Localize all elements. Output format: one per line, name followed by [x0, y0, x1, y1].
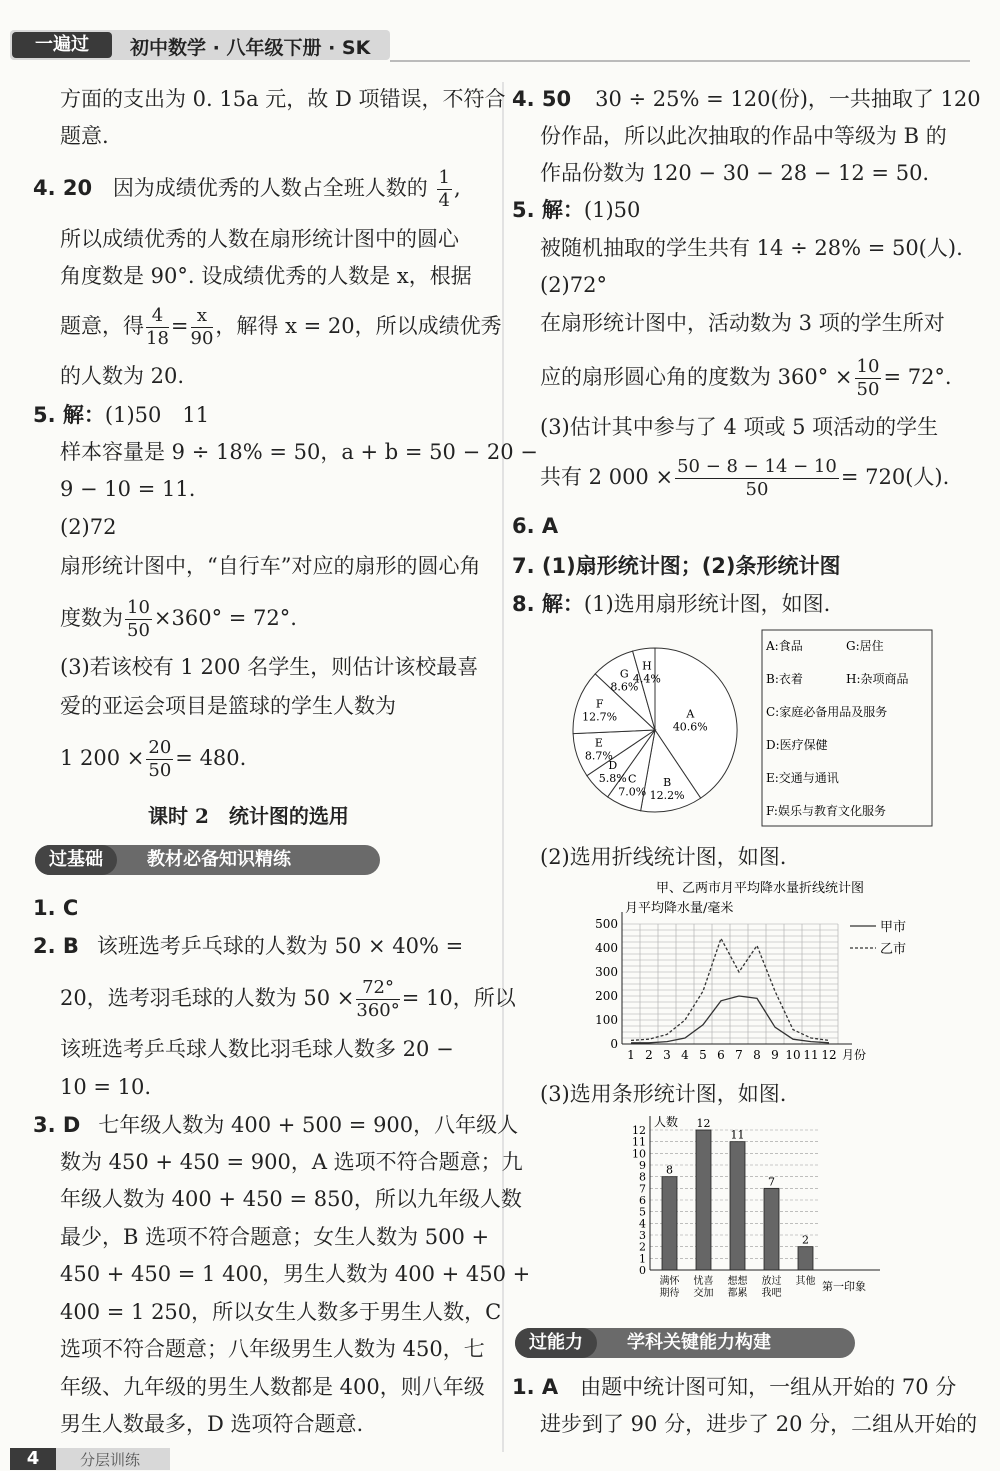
legend-item: H:杂项商品: [846, 672, 909, 686]
x-tick-label: 2: [645, 1048, 653, 1062]
bar: [798, 1247, 813, 1270]
answer-7: 7. (1)扇形统计图；(2)条形统计图: [512, 554, 841, 578]
x-axis-label: 月份: [842, 1048, 867, 1062]
legend-item: G:居住: [846, 639, 884, 653]
y-axis-label: 月平均降水量/毫米: [625, 901, 734, 916]
y-tick-label: 1: [639, 1252, 646, 1266]
text-line: 方面的支出为 0. 15a 元，故 D 项错误，不符合: [60, 87, 506, 111]
x-tick-label: 1: [627, 1048, 635, 1062]
origin-label: 0: [639, 1264, 646, 1277]
section-bar: [35, 845, 380, 875]
slice-value: 7.0%: [618, 785, 647, 799]
x-tick-label: 10: [785, 1048, 801, 1062]
fraction: $\frac{72^\circ}{360^\circ}$: [356, 977, 400, 1021]
chart-grid: [622, 924, 838, 1044]
text-line: 年级、九年级的男生人数都是 400，则八年级: [60, 1375, 485, 1399]
answer-5: 5. 解：(1)50: [512, 198, 641, 222]
text-line: 份作品，所以此次抽取的作品中等级为 B 的: [540, 124, 947, 148]
fraction: $\frac{4}{18}$: [146, 305, 169, 349]
category-label: 满怀: [659, 1276, 680, 1287]
column-divider: [502, 82, 504, 1452]
answer-2: 2. B 该班选考乒乓球的人数为 50 × 40% =: [33, 934, 464, 958]
book-title: 初中数学 · 八年级下册 · SK: [130, 37, 371, 59]
x-axis-label: 第一印象: [822, 1280, 866, 1293]
chart-title: 甲、乙两市月平均降水量折线统计图: [655, 881, 865, 896]
answer-5: 5. 解：(1)50 11: [33, 403, 210, 427]
fraction: $\frac{10}{50}$: [127, 597, 150, 641]
line-chart: [580, 876, 940, 1066]
x-tick-label: 6: [717, 1048, 725, 1062]
bar-value-label: 7: [768, 1175, 775, 1189]
y-tick-label: 200: [595, 989, 618, 1003]
fraction: $\frac{x}{90}$: [190, 305, 214, 349]
x-tick-label: 11: [803, 1048, 819, 1062]
category-label: 都累: [727, 1288, 748, 1299]
text-line: (2)72°: [540, 273, 607, 297]
slice-label: B: [663, 775, 672, 789]
text-line: 最少，B 选项不符合题意；女生人数为 500 +: [60, 1225, 490, 1249]
slice-label: A: [686, 707, 695, 721]
answer-4: 4. 20 因为成绩优秀的人数占全班人数的 $\frac{1}{4}$ ,: [33, 167, 461, 211]
y-tick-label: 9: [639, 1159, 646, 1172]
y-tick-label: 11: [632, 1135, 646, 1149]
legend-item: A:食品: [766, 639, 803, 653]
slice-label: E: [594, 736, 603, 750]
bar-value-label: 11: [730, 1128, 745, 1142]
text-line: 450 + 450 = 1 400，男生人数为 400 + 450 +: [60, 1262, 531, 1286]
text-line: 应的扇形圆心角的度数为 360° × $\frac{10}{50}$ = 72°.: [540, 356, 952, 400]
slice-label: C: [628, 772, 637, 786]
answer-1: 1. C: [33, 896, 79, 920]
bar-value-label: 2: [802, 1233, 809, 1247]
category-label: 我吧: [761, 1288, 782, 1299]
category-label: 交加: [693, 1288, 714, 1299]
section-title: 教材必备知识精练: [147, 849, 291, 870]
chart-bars: [660, 1117, 816, 1299]
category-label: 其他: [795, 1276, 816, 1287]
legend-label: 乙市: [880, 942, 907, 957]
text-line: 题意，得 $\frac{4}{18}$ = $\frac{x}{90}$ ，解得 x = 20，所以成绩优秀: [60, 305, 502, 349]
header-divider: [390, 60, 970, 62]
x-tick-label: 9: [771, 1048, 779, 1062]
y-tick-label: 6: [639, 1194, 646, 1207]
x-tick-label: 8: [753, 1048, 761, 1062]
answer-number: 4. 20: [33, 176, 93, 200]
fraction: $\frac{10}{50}$: [856, 356, 880, 400]
legend-item: D:医疗保健: [766, 738, 828, 752]
text-line: 男生人数最多，D 选项符合题意.: [60, 1412, 364, 1436]
y-tick-label: 7: [639, 1182, 646, 1196]
text-line: 1 200 × $\frac{20}{50}$ = 480.: [60, 737, 247, 781]
text-line: 所以成绩优秀的人数在扇形统计图中的圆心: [60, 227, 459, 251]
text-line: 的人数为 20.: [60, 364, 185, 388]
text-line: 10 = 10.: [60, 1075, 152, 1099]
y-tick-label: 2: [639, 1240, 646, 1254]
slice-value: 8.7%: [584, 749, 613, 763]
chart-legend: [850, 920, 906, 957]
text-line: 角度数是 90°. 设成绩优秀的人数是 x，根据: [60, 264, 472, 288]
section-title: 学科关键能力构建: [627, 1332, 771, 1353]
slice-label: D: [608, 759, 618, 773]
text-line: 题意.: [60, 124, 109, 148]
section-label: 过基础: [35, 845, 117, 875]
slice-label: F: [595, 697, 604, 711]
category-label: 忧喜: [693, 1276, 714, 1287]
answer-6: 6. A: [512, 514, 559, 538]
text-line: 作品份数为 120 − 30 − 28 − 12 = 50.: [540, 161, 930, 185]
slice-value: 8.6%: [610, 680, 639, 694]
text-line: (3)若该校有 1 200 名学生，则估计该校最喜: [60, 655, 479, 679]
x-tick-label: 12: [821, 1048, 837, 1062]
bar-value-label: 12: [696, 1117, 711, 1130]
slice-value: 12.7%: [582, 710, 618, 724]
text-line: 该班选考乒乓球人数比羽毛球人数多 20 −: [60, 1037, 454, 1061]
pie-chart: [560, 620, 940, 830]
slice-label: H: [642, 659, 652, 673]
lesson-title: 课时 2 统计图的选用: [148, 804, 349, 828]
answer-4: 4. 50 30 ÷ 25% = 120(份)，一共抽取了 120: [512, 87, 981, 111]
answer-number: 5. 解：: [33, 403, 105, 427]
text-line: 400 = 1 250，所以女生人数多于男生人数，C: [60, 1300, 502, 1324]
page-number: 4: [10, 1448, 56, 1470]
fraction: $\frac{20}{50}$: [148, 737, 172, 781]
text-line: (2)72: [60, 515, 117, 539]
category-label: 放过: [761, 1276, 782, 1287]
x-tick-label: 4: [681, 1048, 689, 1062]
slice-value: 5.8%: [598, 772, 627, 786]
bar: [662, 1177, 677, 1270]
legend-item: F:娱乐与教育文化服务: [766, 804, 886, 818]
section-bar: [515, 1328, 855, 1358]
pie-legend: [762, 630, 932, 826]
bar: [730, 1142, 745, 1270]
answer-3: 3. D 七年级人数为 400 + 500 = 900，八年级人: [33, 1113, 519, 1137]
text-line: 9 − 10 = 11.: [60, 477, 196, 501]
text-line: 爱的亚运会项目是篮球的学生人数为: [60, 694, 396, 718]
category-label: 期待: [659, 1288, 680, 1299]
text-line: 被随机抽取的学生共有 14 ÷ 28% = 50(人).: [540, 236, 963, 260]
slice-value: 40.6%: [672, 720, 708, 734]
section-label: 过能力: [515, 1328, 597, 1358]
text-line: 扇形统计图中，“自行车”对应的扇形的圆心角: [60, 554, 481, 578]
pie-slices: [573, 648, 737, 812]
text-line: 20，选考羽毛球的人数为 50 × $\frac{72^\circ}{360^\circ}$ = 10，所以: [60, 977, 516, 1021]
y-tick-label: 0: [610, 1037, 618, 1051]
slice-label: G: [619, 667, 629, 681]
text-line: 共有 2 000 × $\frac{50 - 8 - 14 - 10}{50}$ = 720(人).: [540, 456, 950, 500]
y-tick-label: 100: [595, 1013, 618, 1027]
text-line: (2)选用折线统计图，如图.: [540, 845, 787, 869]
answer-8: 8. 解：(1)选用扇形统计图，如图.: [512, 592, 831, 616]
text-line: 进步到了 90 分，进步了 20 分，二组从开始的: [540, 1412, 978, 1436]
answer-1: 1. A 由题中统计图可知，一组从开始的 70 分: [512, 1375, 957, 1399]
y-tick-label: 300: [595, 965, 618, 979]
y-tick-label: 12: [632, 1124, 646, 1137]
y-tick-label: 10: [632, 1147, 646, 1161]
text-line: (3)估计其中参与了 4 项或 5 项活动的学生: [540, 415, 939, 439]
text-line: (3)选用条形统计图，如图.: [540, 1082, 787, 1106]
bar-chart: [620, 1115, 880, 1310]
text-line: 年级人数为 400 + 450 = 850，所以九年级人数: [60, 1187, 522, 1211]
footer-label: 分层训练: [80, 1451, 141, 1469]
x-tick-label: 5: [699, 1048, 707, 1062]
legend-item: B:衣着: [766, 672, 803, 686]
y-tick-label: 500: [595, 917, 618, 931]
bar: [696, 1130, 711, 1270]
x-tick-label: 3: [663, 1048, 671, 1062]
text-line: 在扇形统计图中，活动数为 3 项的学生所对: [540, 311, 945, 335]
y-axis-label: 人数: [654, 1115, 679, 1129]
legend-item: E:交通与通讯: [766, 771, 839, 785]
category-label: 想想: [727, 1276, 748, 1287]
text: 因为成绩优秀的人数占全班人数的: [112, 176, 428, 200]
fraction: $\frac{50 - 8 - 14 - 10}{50}$: [677, 456, 837, 500]
y-tick-label: 400: [595, 941, 618, 955]
slice-value: 4.4%: [632, 672, 661, 686]
slice-value: 12.2%: [649, 788, 685, 802]
text-line: 度数为 $\frac{10}{50}$ ×360° = 72°.: [60, 597, 297, 641]
y-tick-label: 4: [639, 1217, 646, 1231]
legend-label: 甲市: [880, 920, 907, 935]
legend-box: [762, 630, 932, 826]
brand-logo: 一遍过: [12, 32, 112, 58]
y-tick-label: 5: [639, 1205, 646, 1219]
bar-value-label: 8: [666, 1163, 673, 1177]
legend-item: C:家庭必备用品及服务: [766, 705, 888, 719]
y-tick-label: 8: [639, 1170, 646, 1184]
text-line: 数为 450 + 450 = 900，A 选项不符合题意；九: [60, 1150, 523, 1174]
text-line: 选项不符合题意；八年级男生人数为 450，七: [60, 1337, 485, 1361]
text-line: 样本容量是 9 ÷ 18% = 50，a + b = 50 − 20 −: [60, 440, 538, 464]
fraction: $\frac{1}{4}$: [438, 167, 450, 211]
bar: [764, 1188, 779, 1270]
y-tick-label: 3: [639, 1229, 646, 1242]
x-tick-label: 7: [735, 1048, 743, 1062]
